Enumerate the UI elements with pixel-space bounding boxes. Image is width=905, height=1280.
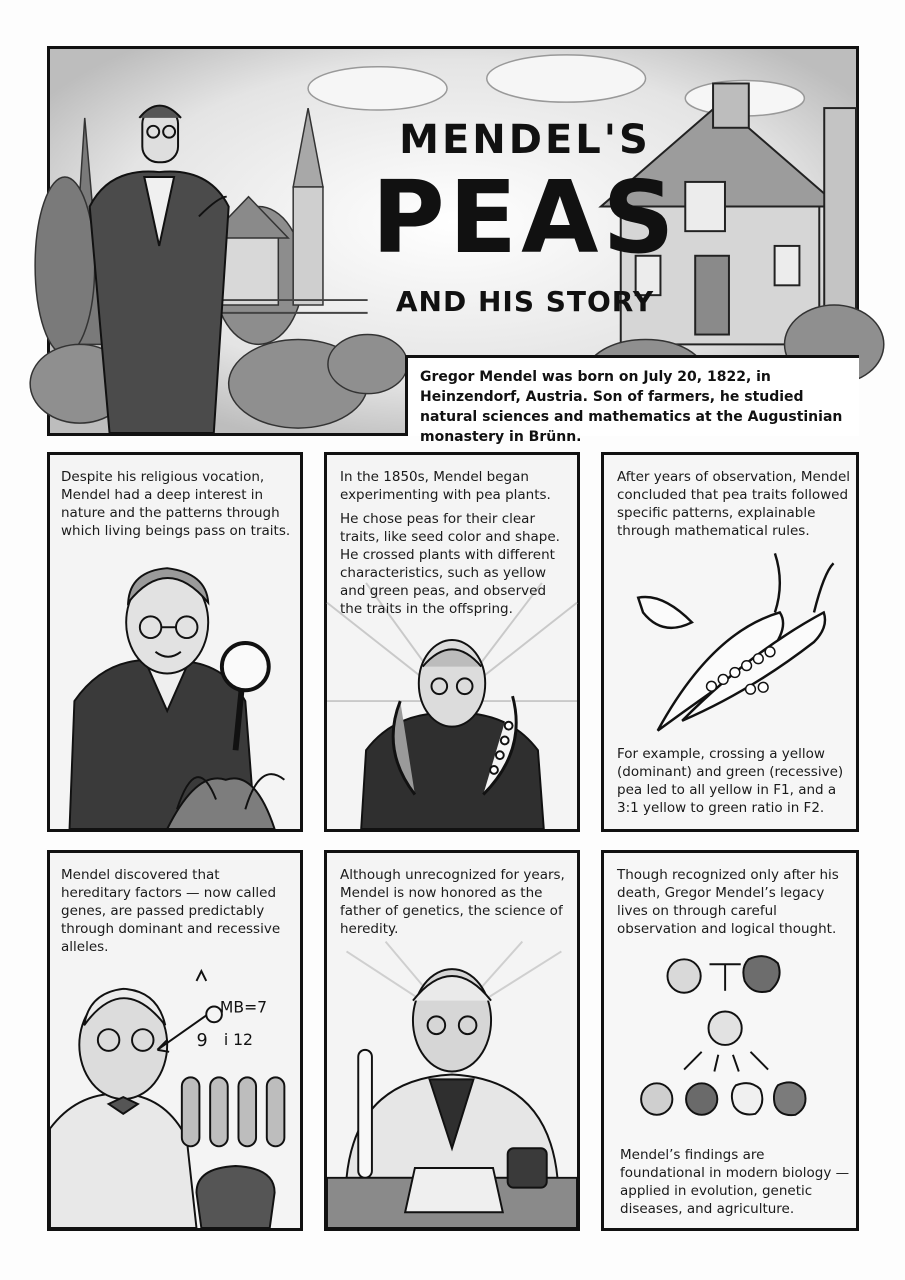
panel-patterns: [601, 452, 859, 832]
panel-6-caption-text: Though recognized only after his death, Gregor Mendel’s legacy lives on through careful observation and logical thought.: [617, 867, 839, 937]
title-subtitle: AND HIS STORY: [395, 285, 655, 318]
panel-2-caption-text-2: He chose peas for their clear traits, like seed color and shape. He crossed plants with different characteristics, such as yellow and green peas, and observed the traits in the offspring.: [340, 511, 560, 617]
panel-6-bottom-caption: [620, 1146, 850, 1218]
title-peas: PEAS: [371, 159, 679, 276]
panel-nature-interest: [47, 452, 303, 832]
board-text-1: MB=7: [219, 997, 268, 1017]
panel-6-bottom-caption-text: Mendel’s findings are foundational in modern biology — applied in evolution, genetic diseases, and agriculture.: [620, 1147, 850, 1217]
panel-2-caption: [340, 468, 572, 618]
title-line-mendels: MENDEL'S: [399, 117, 651, 163]
intro-caption-box: [405, 355, 859, 445]
panel-3-caption: [617, 468, 851, 540]
title-panel: [47, 46, 859, 445]
panel-4-caption-text: Mendel discovered that hereditary factors — now called genes, are passed predictably through dominant and recessive alleles.: [61, 867, 281, 955]
panel-3-bottom-caption-text: For example, crossing a yellow (dominant) and green (recessive) pea led to all yellow in F1, and a 3:1 yellow to green ratio in F2.: [617, 746, 844, 816]
panel-legacy: [601, 850, 859, 1231]
board-text-2: 9: [196, 1030, 208, 1051]
panel-3-bottom-caption: [617, 745, 851, 817]
panel-6-caption: [617, 866, 851, 938]
panel-2-caption-text-1: In the 1850s, Mendel began experimenting with pea plants.: [340, 469, 551, 503]
board-text-3: i 12: [223, 1029, 253, 1049]
panel-1-caption-text: Despite his religious vocation, Mendel had a deep interest in nature and the patterns through which living beings pass on traits.: [61, 469, 291, 539]
panel-1-caption: [61, 468, 293, 540]
panel-5-caption-text: Although unrecognized for years, Mendel is now honored as the father of genetics, the science of heredity.: [340, 867, 565, 937]
intro-text: Gregor Mendel was born on July 20, 1822, in Heinzendorf, Austria. Son of farmers, he studied natural sciences and mathematics at the Augustinian monastery in Brünn.: [420, 369, 843, 445]
panel-pea-experiments: [324, 452, 580, 832]
panel-3-caption-text: After years of observation, Mendel concluded that pea traits followed specific patterns, explainable through mathematical rules.: [617, 469, 851, 539]
panel-5-caption: [340, 866, 572, 938]
panel-4-caption: [61, 866, 293, 956]
panel-father-of-genetics: [324, 850, 580, 1231]
panel-genes: [47, 850, 303, 1231]
